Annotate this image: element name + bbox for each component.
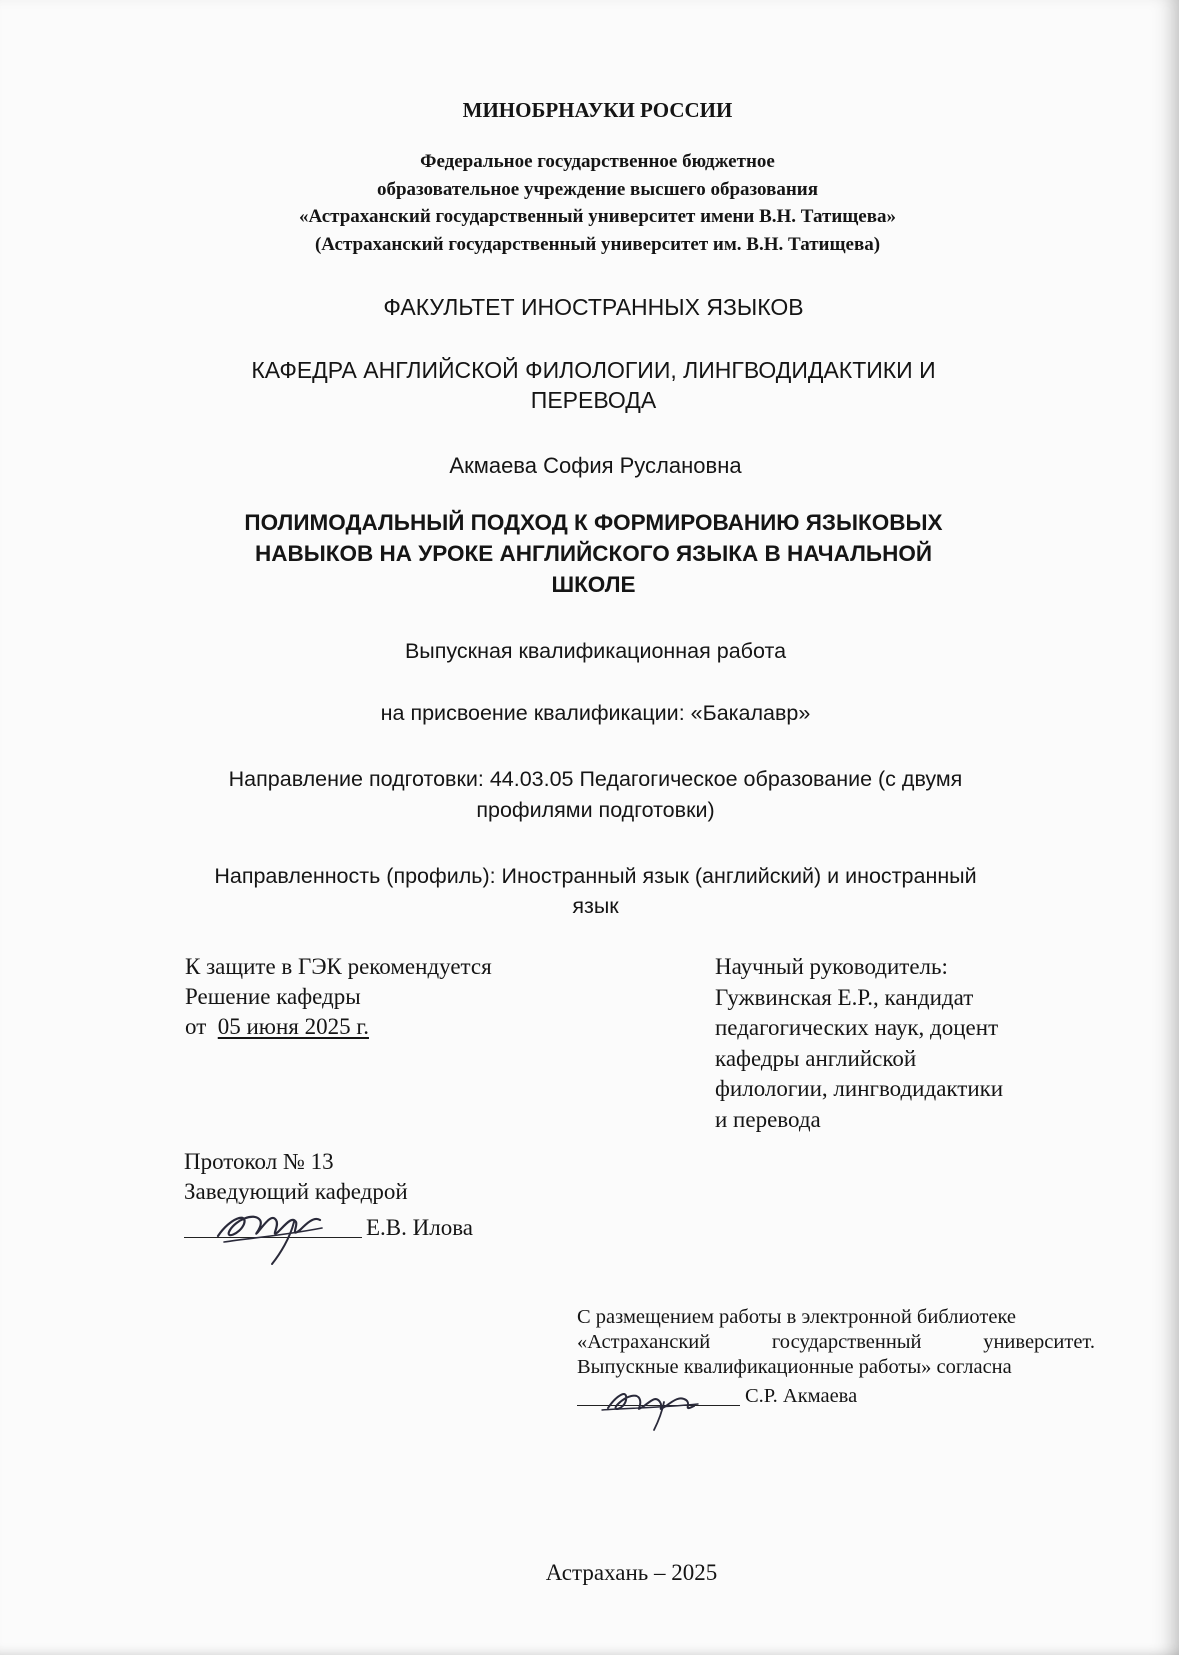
profile-line-2: язык [572,894,619,918]
defense-date: 05 июня 2025 г. [217,1014,369,1039]
institution-line-3: «Астраханский государственный университет имени В.Н. Татищева» [298,206,896,227]
protocol-number: Протокол № 13 [184,1149,334,1174]
author-signature-name: С.Р. Акмаева [745,1385,858,1407]
institution-line-2: образовательное учреждение высшего образования [376,179,819,200]
library-consent-line-3: Выпускные квалификационные работы» согласна [577,1356,1012,1378]
author-signature [598,1378,718,1434]
library-consent-word-1: «Астраханский [577,1331,711,1353]
defense-recommendation [185,952,492,1042]
faculty-name: ФАКУЛЬТЕТ ИНОСТРАННЫХ ЯЗЫКОВ [383,294,804,320]
supervisor-line-4: кафедры английской [715,1045,917,1071]
supervisor-line-5: филологии, лингводидактики [715,1076,1004,1101]
supervisor-line-2: Гужвинская Е.Р., кандидат [715,984,974,1010]
supervisor-line-6: и перевода [715,1106,821,1132]
library-consent-word-2: государственный [771,1331,922,1353]
head-signature [210,1198,350,1268]
thesis-title-line-3: ШКОЛЕ [551,572,636,597]
library-consent-line-2 [577,1330,1095,1355]
department-line-2: ПЕРЕВОДА [530,387,657,413]
work-type: Выпускная квалификационная работа [404,639,787,663]
defense-date-row [185,1012,492,1042]
thesis-title-line-2: НАВЫКОВ НА УРОКЕ АНГЛИЙСКОГО ЯЗЫКА В НАЧАЛЬНОЙ [255,541,932,566]
defense-date-prefix: от [185,1014,207,1039]
defense-line-2: Решение кафедры [185,984,361,1009]
library-consent-block [577,1305,1095,1380]
head-of-department-name: Е.В. Илова [366,1215,473,1240]
head-of-department-label: Заведующий кафедрой [184,1179,408,1204]
defense-line-1: К защите в ГЭК рекомендуется [185,954,492,979]
institution-line-4: (Астраханский государственный университет им. В.Н. Татищева) [314,234,881,255]
department-line-1: КАФЕДРА АНГЛИЙСКОЙ ФИЛОЛОГИИ, ЛИНГВОДИДАКТИКИ И [251,357,936,383]
author-name: Акмаева София Руслановна [449,453,742,478]
institution-line-1: Федеральное государственное бюджетное [420,151,775,172]
supervisor-block [715,952,1003,1135]
thesis-title-line-1: ПОЛИМОДАЛЬНЫЙ ПОДХОД К ФОРМИРОВАНИЮ ЯЗЫКОВЫХ [244,510,943,535]
library-consent-line-1: С размещением работы в электронной библиотеке [577,1306,1017,1328]
direction-line-1: Направление подготовки: 44.03.05 Педагогическое образование (с двумя [228,767,963,791]
library-consent-word-3: университет. [983,1331,1095,1353]
supervisor-line-1: Научный руководитель: [715,954,948,979]
city-year: Астрахань – 2025 [545,1560,718,1585]
supervisor-line-3: педагогических наук, доцент [715,1015,999,1040]
direction-line-2: профилями подготовки) [476,798,715,822]
ministry-heading: МИНОБРНАУКИ РОССИИ [462,98,733,122]
profile-line-1: Направленность (профиль): Иностранный язык (английский) и иностранный [214,864,977,888]
qualification: на присвоение квалификации: «Бакалавр» [380,701,811,725]
